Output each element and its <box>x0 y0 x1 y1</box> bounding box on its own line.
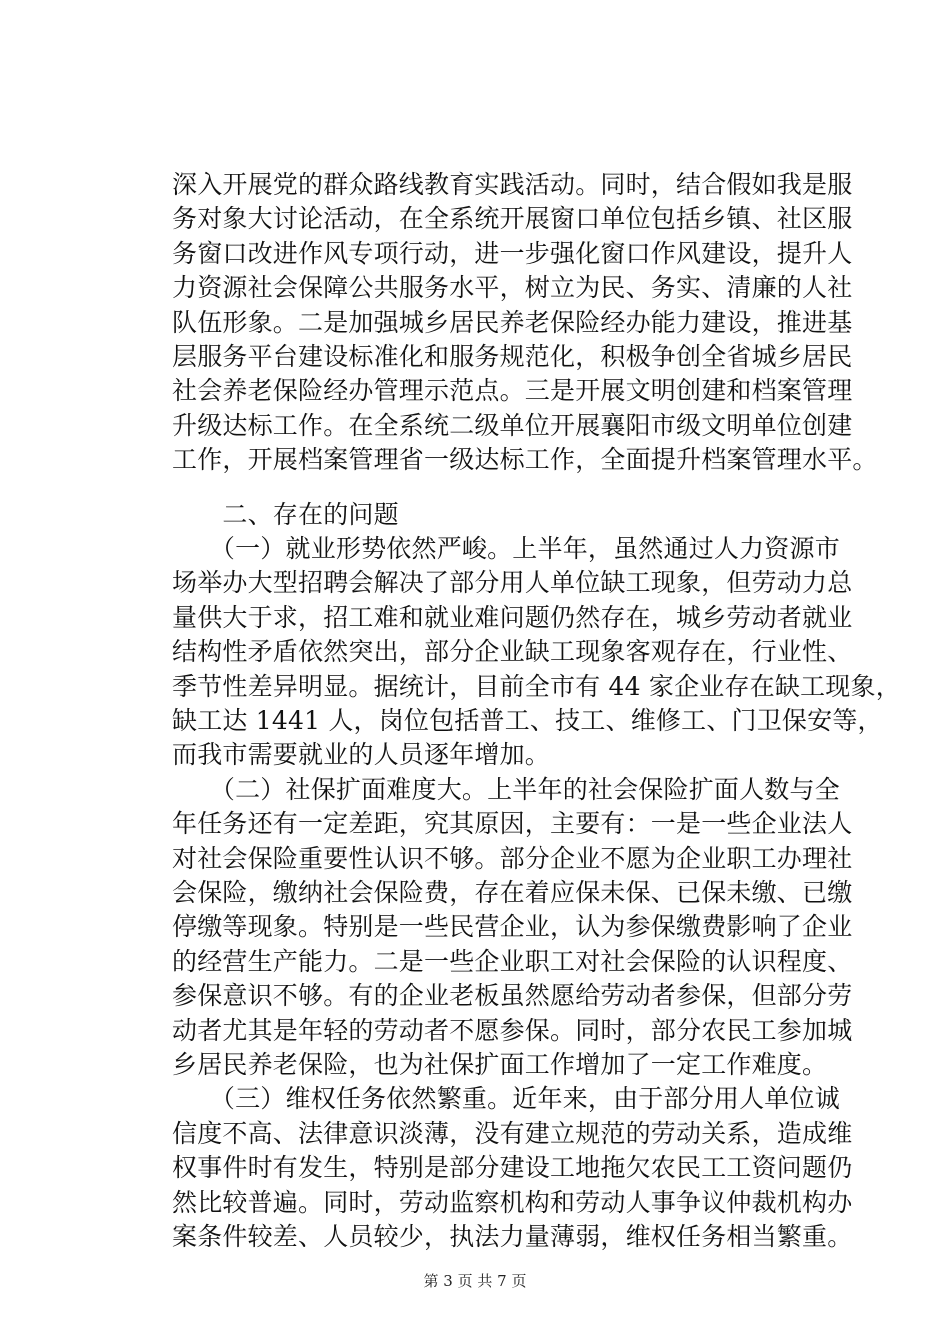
body-text-line: 会保险，缴纳社会保险费，存在着应保未保、已保未缴、已缴 <box>172 878 853 907</box>
body-text-line: 然比较普遍。同时，劳动监察机构和劳动人事争议仲裁机构办 <box>172 1188 853 1217</box>
body-text-line: 信度不高、法律意识淡薄，没有建立规范的劳动关系，造成维 <box>172 1119 853 1148</box>
section-heading: 二、存在的问题 <box>172 500 399 529</box>
body-text-line: 缺工达 1441 人，岗位包括普工、技工、维修工、门卫保安等， <box>172 706 883 735</box>
body-text-line: 对社会保险重要性认识不够。部分企业不愿为企业职工办理社 <box>172 844 853 873</box>
body-text-line: 停缴等现象。特别是一些民营企业，认为参保缴费影响了企业 <box>172 912 853 941</box>
body-text-line: 年任务还有一定差距，究其原因，主要有：一是一些企业法人 <box>172 809 853 838</box>
body-text-line: 队伍形象。二是加强城乡居民养老保险经办能力建设，推进基 <box>172 308 853 337</box>
body-text-line: 季节性差异明显。据统计，目前全市有 44 家企业存在缺工现象， <box>172 672 901 701</box>
body-text-line: 而我市需要就业的人员逐年增加。 <box>172 740 551 769</box>
body-text-line: 动者尤其是年轻的劳动者不愿参保。同时，部分农民工参加城 <box>172 1016 853 1045</box>
body-text-line: 务窗口改进作风专项行动，进一步强化窗口作风建设，提升人 <box>172 239 853 268</box>
body-text-line: （三）维权任务依然繁重。近年来，由于部分用人单位诚 <box>172 1084 840 1113</box>
body-text-line: 升级达标工作。在全系统二级单位开展襄阳市级文明单位创建 <box>172 411 853 440</box>
body-text-line: 案条件较差、人员较少，执法力量薄弱，维权任务相当繁重。 <box>172 1222 853 1251</box>
body-text-line: 权事件时有发生，特别是部分建设工地拖欠农民工工资问题仍 <box>172 1153 853 1182</box>
body-text-line: 参保意识不够。有的企业老板虽然愿给劳动者参保，但部分劳 <box>172 981 853 1010</box>
body-text-line: 量供大于求，招工难和就业难问题仍然存在，城乡劳动者就业 <box>172 603 853 632</box>
body-text-line: 层服务平台建设标准化和服务规范化，积极争创全省城乡居民 <box>172 342 853 371</box>
body-text-line: 社会养老保险经办管理示范点。三是开展文明创建和档案管理 <box>172 376 853 405</box>
body-text-line: 力资源社会保障公共服务水平，树立为民、务实、清廉的人社 <box>172 273 853 302</box>
page-number-footer: 第 3 页 共 7 页 <box>423 1272 527 1290</box>
body-text-line: 场举办大型招聘会解决了部分用人单位缺工现象，但劳动力总 <box>172 568 853 597</box>
body-text-line: 乡居民养老保险，也为社保扩面工作增加了一定工作难度。 <box>172 1050 828 1079</box>
body-text-line: （二）社保扩面难度大。上半年的社会保险扩面人数与全 <box>172 775 840 804</box>
body-text-line: 务对象大讨论活动，在全系统开展窗口单位包括乡镇、社区服 <box>172 204 853 233</box>
body-text-line: 工作，开展档案管理省一级达标工作，全面提升档案管理水平。 <box>172 445 878 474</box>
body-text-line: （一）就业形势依然严峻。上半年，虽然通过人力资源市 <box>172 534 840 563</box>
body-text-line: 结构性矛盾依然突出，部分企业缺工现象客观存在，行业性、 <box>172 637 853 666</box>
body-text-line: 深入开展党的群众路线教育实践活动。同时，结合假如我是服 <box>172 170 853 199</box>
body-text-line: 的经营生产能力。二是一些企业职工对社会保险的认识程度、 <box>172 947 853 976</box>
